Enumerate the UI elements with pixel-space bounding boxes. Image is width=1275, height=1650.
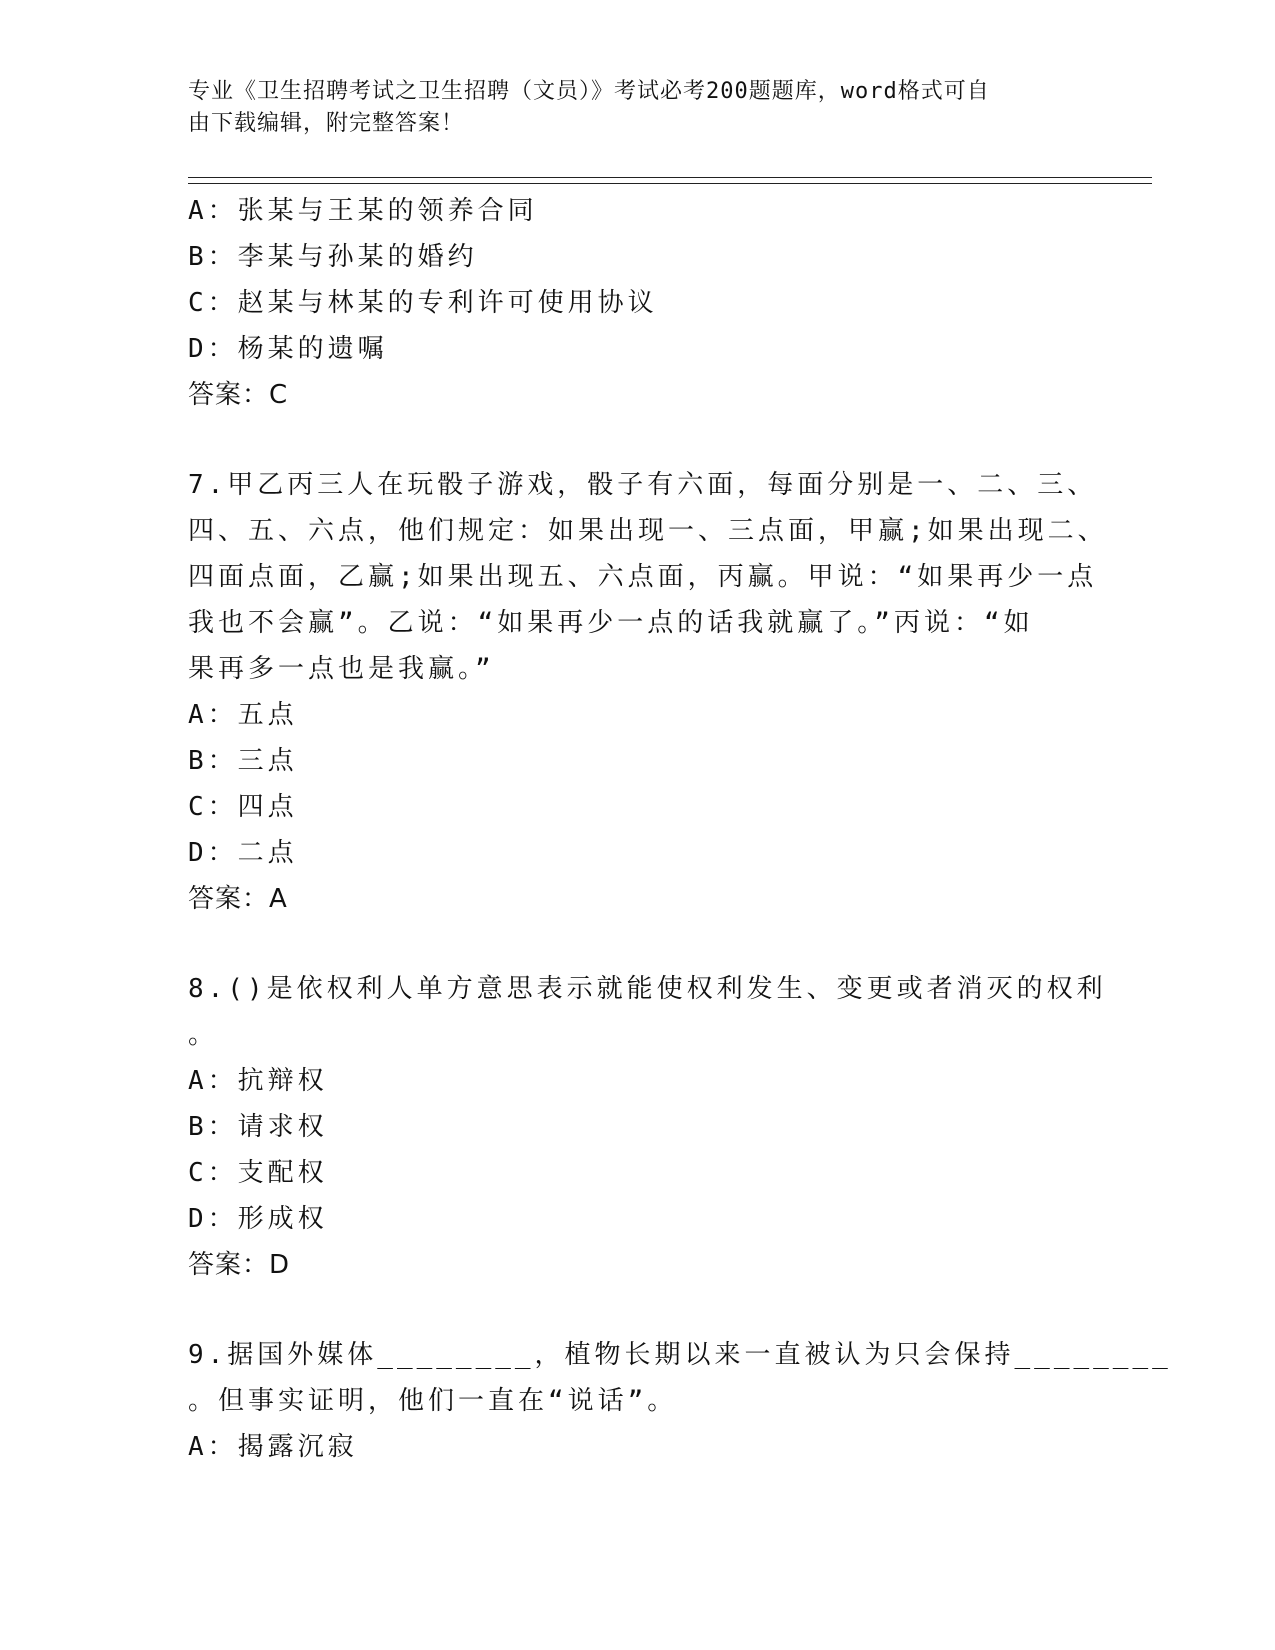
option-b: B：三点	[188, 746, 298, 776]
stem-line: 。	[188, 1020, 219, 1050]
header-line-2: 由下载编辑，附完整答案！	[188, 111, 465, 136]
spacer	[188, 418, 1088, 462]
stem-line: 9.据国外媒体________，植物长期以来一直被认为只会保持________	[188, 1340, 1172, 1370]
option-a: A：张某与王某的领养合同	[188, 196, 538, 226]
option-d: D：形成权	[188, 1204, 328, 1234]
header-line-1: 专业《卫生招聘考试之卫生招聘（文员）》考试必考200题题库，word格式可自	[188, 79, 990, 104]
answer-line: 答案：D	[188, 1250, 291, 1280]
document-body	[188, 188, 1172, 1470]
option-b: B：请求权	[188, 1112, 328, 1142]
question-9	[188, 1332, 1172, 1470]
stem-line: 果再多一点也是我赢。”	[188, 654, 495, 684]
stem-line: 8.()是依权利人单方意思表示就能使权利发生、变更或者消灭的权利	[188, 974, 1107, 1004]
question-6	[188, 188, 1088, 418]
header-divider-top	[188, 177, 1152, 178]
stem-line: 四、五、六点，他们规定：如果出现一、三点面，甲赢;如果出现二、	[188, 516, 1108, 546]
document-header	[188, 76, 1068, 140]
stem-line: 。但事实证明，他们一直在“说话”。	[188, 1386, 678, 1416]
question-7	[188, 462, 1108, 922]
option-a: A：五点	[188, 700, 298, 730]
spacer	[188, 1288, 1088, 1332]
stem-line: 我也不会赢”。乙说：“如果再少一点的话我就赢了。”丙说：“如	[188, 608, 1034, 638]
option-c: C：四点	[188, 792, 298, 822]
spacer	[188, 922, 1088, 966]
option-b: B：李某与孙某的婚约	[188, 242, 478, 272]
stem-line: 7.甲乙丙三人在玩骰子游戏，骰子有六面，每面分别是一、二、三、	[188, 470, 1098, 500]
header-divider-bottom	[188, 183, 1152, 184]
option-a: A：揭露沉寂	[188, 1432, 358, 1462]
stem-line: 四面点面，乙赢;如果出现五、六点面，丙赢。甲说：“如果再少一点	[188, 562, 1098, 592]
question-stem	[188, 462, 1108, 692]
question-stem	[188, 1332, 1172, 1424]
answer-line: 答案：C	[188, 380, 289, 410]
answer-line: 答案：A	[188, 884, 288, 914]
question-stem	[188, 966, 1107, 1058]
option-a: A：抗辩权	[188, 1066, 328, 1096]
option-d: D：二点	[188, 838, 298, 868]
option-c: C：赵某与林某的专利许可使用协议	[188, 288, 658, 318]
option-c: C：支配权	[188, 1158, 328, 1188]
option-d: D：杨某的遗嘱	[188, 334, 388, 364]
question-8	[188, 966, 1107, 1288]
